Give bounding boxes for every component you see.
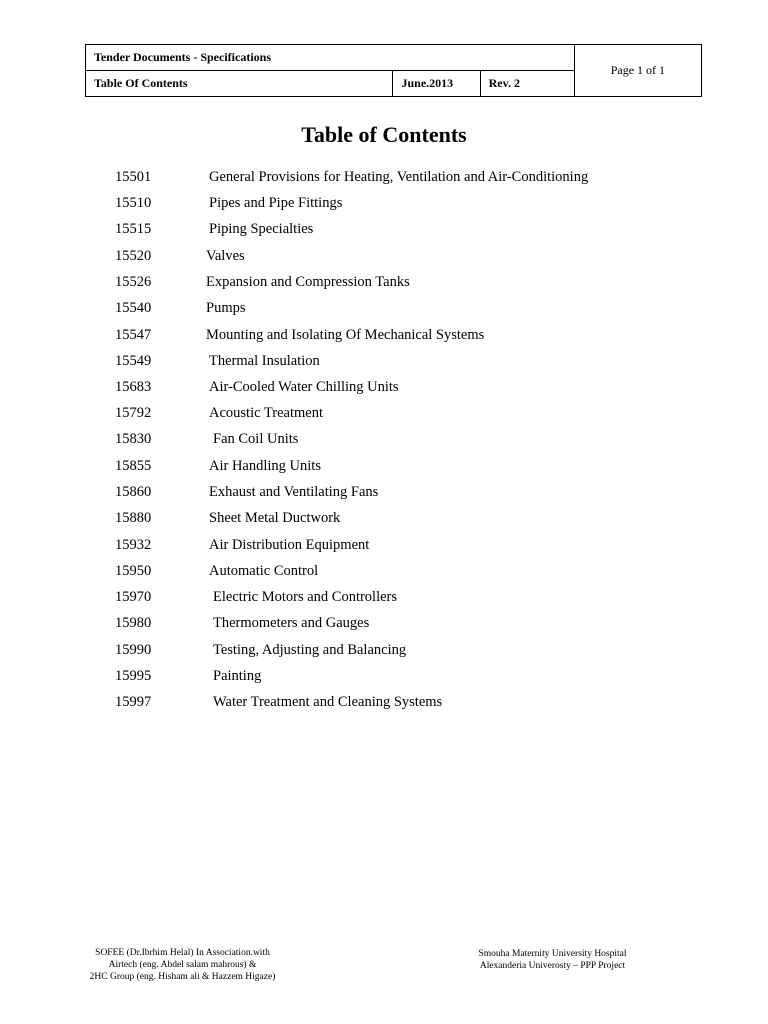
footer-left-line: 2HC Group (eng. Hisham ali & Hazzem Higaze) <box>89 972 276 982</box>
toc-entry-number: 15792 <box>115 405 152 421</box>
toc-entry-number: 15520 <box>115 248 152 264</box>
toc-entry-number: 15970 <box>115 589 152 605</box>
toc-entry-title: General Provisions for Heating, Ventilation and Air-Conditioning <box>209 169 589 185</box>
toc-entry-number: 15990 <box>115 642 152 658</box>
toc-entry <box>0 510 768 530</box>
toc-entry-title: Expansion and Compression Tanks <box>206 274 410 290</box>
toc-entry <box>0 563 768 583</box>
toc-entry-number: 15540 <box>115 300 152 316</box>
toc-entry-title: Thermometers and Gauges <box>213 615 370 631</box>
toc-entry-number: 15549 <box>115 353 152 369</box>
toc-entry-number: 15880 <box>115 510 152 526</box>
footer-right-line: Smouha Maternity University Hospital <box>478 949 627 959</box>
toc-entry <box>0 353 768 373</box>
toc-entry-number: 15683 <box>115 379 152 395</box>
toc-entry-title: Testing, Adjusting and Balancing <box>213 642 407 658</box>
document-header-table <box>85 44 702 97</box>
toc-entry-title: Pumps <box>206 300 246 316</box>
toc-entry <box>0 484 768 504</box>
toc-entry-title: Mounting and Isolating Of Mechanical Systems <box>206 327 485 343</box>
toc-entry-title: Electric Motors and Controllers <box>213 589 398 605</box>
footer-right-line: Alexanderia Univerosty – PPP Project <box>479 961 626 971</box>
toc-entry-number: 15526 <box>115 274 152 290</box>
toc-entry <box>0 379 768 399</box>
toc-entry <box>0 537 768 557</box>
toc-entry <box>0 195 768 215</box>
toc-entry-title: Acoustic Treatment <box>209 405 323 421</box>
toc-entry-number: 15501 <box>115 169 152 185</box>
toc-entry-number: 15547 <box>115 327 152 343</box>
toc-entry-number: 15510 <box>115 195 152 211</box>
toc-entry-title: Exhaust and Ventilating Fans <box>209 484 379 500</box>
toc-entry-title: Air Handling Units <box>209 458 321 474</box>
doc-date: June.2013 <box>393 71 480 97</box>
doc-title: Tender Documents - Specifications <box>86 45 575 71</box>
toc-entry-number: 15830 <box>115 431 152 447</box>
toc-entry-title: Air Distribution Equipment <box>209 537 370 553</box>
toc-entry-title: Water Treatment and Cleaning Systems <box>213 694 443 710</box>
toc-entry-number: 15860 <box>115 484 152 500</box>
toc-entry <box>0 169 768 189</box>
toc-entry-number: 15932 <box>115 537 152 553</box>
toc-entry-number: 15980 <box>115 615 152 631</box>
toc-entry <box>0 327 768 347</box>
toc-entry-title: Pipes and Pipe Fittings <box>209 195 343 211</box>
doc-revision: Rev. 2 <box>480 71 574 97</box>
toc-entry-number: 15995 <box>115 668 152 684</box>
toc-entry <box>0 221 768 241</box>
toc-entry <box>0 274 768 294</box>
toc-entry <box>0 589 768 609</box>
page-indicator: Page 1 of 1 <box>574 45 701 97</box>
toc-entry-title: Piping Specialties <box>209 221 314 237</box>
toc-entry-number: 15997 <box>115 694 152 710</box>
toc-entry-number: 15950 <box>115 563 152 579</box>
toc-entry <box>0 431 768 451</box>
page-title: Table of Contents <box>301 122 467 147</box>
toc-entry <box>0 248 768 268</box>
footer-left <box>70 947 295 983</box>
toc-entry-title: Air-Cooled Water Chilling Units <box>209 379 399 395</box>
section-name: Table Of Contents <box>86 71 393 97</box>
toc-entry <box>0 300 768 320</box>
toc-entry <box>0 405 768 425</box>
footer-left-line: SOFEE (Dr.Ibrhim Helal) In Association.with <box>95 948 270 958</box>
toc-entry-title: Painting <box>213 668 262 684</box>
toc-entry-number: 15855 <box>115 458 152 474</box>
footer-left-line: Airtech (eng. Abdel salam mahrous) & <box>108 960 257 970</box>
toc-entry <box>0 458 768 478</box>
toc-entry-title: Fan Coil Units <box>213 431 299 447</box>
toc-entry <box>0 694 768 714</box>
toc-entry-number: 15515 <box>115 221 152 237</box>
toc-entry-title: Thermal Insulation <box>209 353 320 369</box>
toc-entry <box>0 668 768 688</box>
toc-entry-title: Sheet Metal Ductwork <box>209 510 341 526</box>
toc-entry <box>0 615 768 635</box>
toc-entry-title: Valves <box>206 248 245 264</box>
toc-entry-title: Automatic Control <box>209 563 319 579</box>
footer-right <box>460 948 645 972</box>
toc-entry <box>0 642 768 662</box>
